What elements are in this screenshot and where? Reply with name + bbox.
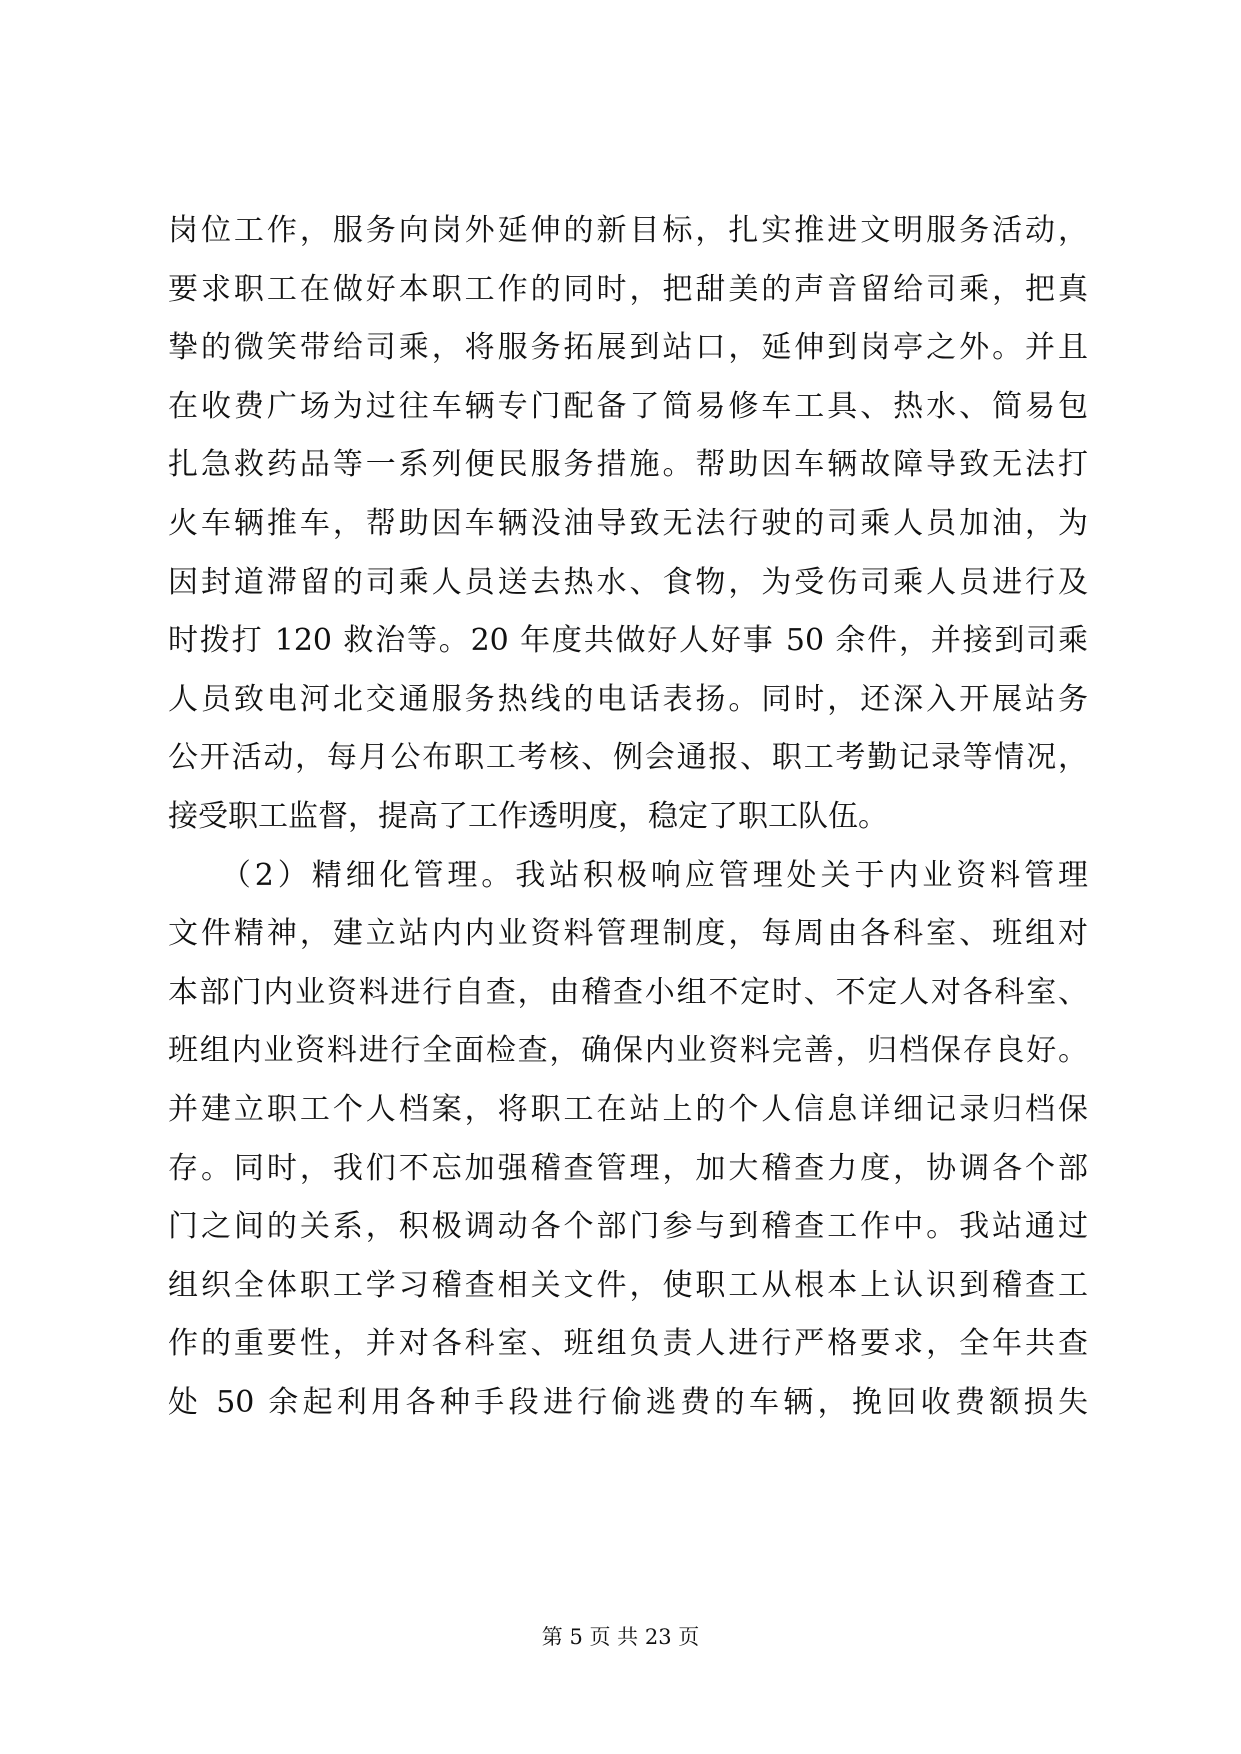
text-line: 岗位工作，服务向岗外延伸的新目标，扎实推进文明服务活动，: [168, 213, 1088, 248]
page-footer: 第 5 页 共 23 页: [541, 1625, 700, 1649]
text-line: 因封道滞留的司乘人员送去热水、食物，为受伤司乘人员进行及: [168, 564, 1088, 600]
text-line: 扎急救药品等一系列便民服务措施。帮助因车辆故障导致无法打: [168, 447, 1088, 483]
text-line: 人员致电河北交通服务热线的电话表扬。同时，还深入开展站务: [168, 681, 1088, 717]
text-line: 并建立职工个人档案，将职工在站上的个人信息详细记录归档保: [168, 1091, 1088, 1127]
paragraph-start-line: （2）精细化管理。我站积极响应管理处关于内业资料管理: [168, 857, 1088, 893]
text-line: 本部门内业资料进行自查，由稽查小组不定时、不定人对各科室、: [168, 974, 1088, 1010]
text-line: 门之间的关系，积极调动各个部门参与到稽查工作中。我站通过: [168, 1209, 1088, 1245]
paragraph-end-line: 接受职工监督，提高了工作透明度，稳定了职工队伍。: [168, 798, 888, 834]
text-line: 班组内业资料进行全面检查，确保内业资料完善，归档保存良好。: [168, 1033, 1088, 1069]
text-line: 挚的微笑带给司乘，将服务拓展到站口，延伸到岗亭之外。并且: [168, 330, 1088, 366]
text-line: 作的重要性，并对各科室、班组负责人进行严格要求，全年共查: [168, 1326, 1088, 1362]
text-line: 在收费广场为过往车辆专门配备了简易修车工具、热水、简易包: [168, 388, 1088, 424]
body-text: [168, 202, 1088, 1432]
text-line: 要求职工在做好本职工作的同时，把甜美的声音留给司乘，把真: [168, 271, 1088, 307]
text-line: 文件精神，建立站内内业资料管理制度，每周由各科室、班组对: [168, 916, 1088, 952]
text-line: 组织全体职工学习稽查相关文件，使职工从根本上认识到稽查工: [168, 1267, 1088, 1303]
text-line: 存。同时，我们不忘加强稽查管理，加大稽查力度，协调各个部: [168, 1150, 1088, 1186]
text-line: 火车辆推车，帮助因车辆没油导致无法行驶的司乘人员加油，为: [168, 505, 1088, 541]
text-line: 时拨打 120 救治等。20 年度共做好人好事 50 余件，并接到司乘: [168, 623, 1088, 659]
text-line: 公开活动，每月公布职工考核、例会通报、职工考勤记录等情况，: [168, 740, 1088, 776]
text-line: 处 50 余起利用各种手段进行偷逃费的车辆，挽回收费额损失: [168, 1384, 1088, 1420]
